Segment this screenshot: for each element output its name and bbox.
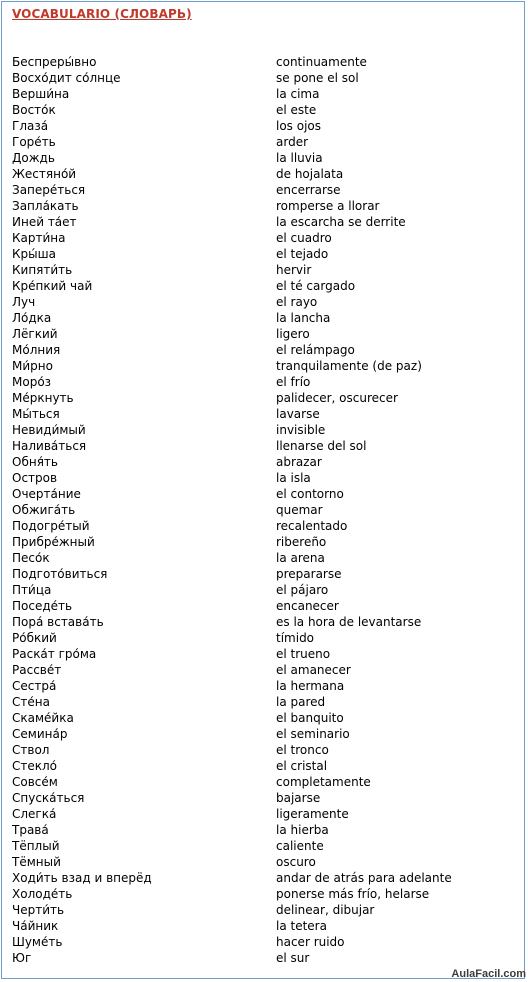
spanish-translation: el frío [276,375,311,389]
russian-term: Ме́ркнуть [12,391,74,405]
vocab-row [12,870,518,886]
spanish-translation: completamente [276,775,371,789]
russian-term: Шуме́ть [12,935,63,949]
vocabulary-list [12,54,518,966]
russian-term: Ча́йник [12,919,59,933]
spanish-translation: la cima [276,87,320,101]
vocab-row [12,854,518,870]
spanish-translation: encerrarse [276,183,341,197]
spanish-translation: palidecer, oscurecer [276,391,398,405]
vocab-row [12,550,518,566]
russian-term: Тёмный [12,855,61,869]
russian-term: Ствол [12,743,50,757]
vocab-row [12,822,518,838]
vocab-row [12,790,518,806]
vocab-row [12,950,518,966]
spanish-translation: los ojos [276,119,322,133]
russian-term: Семина́р [12,727,68,741]
russian-term: Моро́з [12,375,52,389]
vocab-row [12,758,518,774]
spanish-translation: hervir [276,263,312,277]
vocab-row [12,150,518,166]
spanish-translation: arder [276,135,309,149]
spanish-translation: ligeramente [276,807,349,821]
spanish-translation: hacer ruido [276,935,345,949]
spanish-translation: romperse a llorar [276,199,380,213]
vocab-row [12,230,518,246]
vocabulary-panel [1,1,525,979]
spanish-translation: el té cargado [276,279,356,293]
russian-term: Тёплый [12,839,60,853]
russian-term: Рассве́т [12,663,62,677]
russian-term: Иней та́ет [12,215,77,229]
spanish-translation: la hierba [276,823,329,837]
russian-term: Мы́ться [12,407,60,421]
vocab-row [12,630,518,646]
spanish-translation: la arena [276,551,325,565]
russian-term: Остров [12,471,58,485]
spanish-translation: delinear, dibujar [276,903,375,917]
vocab-row [12,502,518,518]
spanish-translation: oscuro [276,855,316,869]
spanish-translation: el relámpago [276,343,355,357]
spanish-translation: caliente [276,839,324,853]
vocab-row [12,246,518,262]
vocab-row [12,918,518,934]
vocab-row [12,566,518,582]
russian-term: Обжига́ть [12,503,76,517]
spanish-translation: la hermana [276,679,345,693]
vocab-row [12,406,518,422]
russian-term: Спуска́ться [12,791,85,805]
russian-term: Восто́к [12,103,56,117]
spanish-translation: ribereño [276,535,327,549]
vocab-row [12,422,518,438]
spanish-translation: continuamente [276,55,367,69]
russian-term: Холоде́ть [12,887,73,901]
vocab-row [12,934,518,950]
vocab-row [12,438,518,454]
spanish-translation: la isla [276,471,311,485]
spanish-translation: el banquito [276,711,344,725]
spanish-translation: lavarse [276,407,320,421]
spanish-translation: el este [276,103,317,117]
russian-term: Беспреры́вно [12,55,97,69]
spanish-translation: tranquilamente (de paz) [276,359,422,373]
vocab-row [12,518,518,534]
spanish-translation: la tetera [276,919,327,933]
russian-term: Сестра́ [12,679,57,693]
spanish-translation: de hojalata [276,167,344,181]
vocab-row [12,486,518,502]
spanish-translation: ligero [276,327,310,341]
russian-term: Песо́к [12,551,50,565]
spanish-translation: recalentado [276,519,348,533]
russian-term: Подогре́тый [12,519,90,533]
vocab-row [12,742,518,758]
russian-term: Кры́ша [12,247,56,261]
vocab-row [12,102,518,118]
vocab-row [12,710,518,726]
russian-term: Запере́ться [12,183,86,197]
spanish-translation: tímido [276,631,315,645]
vocab-row [12,726,518,742]
spanish-translation: el sur [276,951,310,965]
spanish-translation: el tejado [276,247,329,261]
russian-term: Очерта́ние [12,487,81,501]
russian-term: Верши́на [12,87,70,101]
spanish-translation: el trueno [276,647,331,661]
spanish-translation: invisible [276,423,326,437]
spanish-translation: el cuadro [276,231,332,245]
vocab-row [12,646,518,662]
vocab-row [12,326,518,342]
russian-term: Пора́ встава́ть [12,615,104,629]
vocab-row [12,294,518,310]
vocab-row [12,342,518,358]
spanish-translation: la lancha [276,311,331,325]
russian-term: Налива́ться [12,439,87,453]
russian-term: Совсе́м [12,775,58,789]
spanish-translation: es la hora de levantarse [276,615,422,629]
spanish-translation: el contorno [276,487,344,501]
spanish-translation: andar de atrás para adelante [276,871,452,885]
vocab-row [12,886,518,902]
russian-term: Скаме́йка [12,711,74,725]
vocabulary-title: VOCABULARIO (СЛОВАРЬ) [12,7,192,21]
vocab-row [12,582,518,598]
russian-term: Ми́рно [12,359,53,373]
russian-term: Луч [12,295,36,309]
russian-term: Кипяти́ть [12,263,73,277]
spanish-translation: el rayo [276,295,318,309]
vocab-row [12,198,518,214]
spanish-translation: quemar [276,503,323,517]
vocab-row [12,262,518,278]
spanish-translation: el tronco [276,743,329,757]
russian-term: Ходи́ть взад и вперёд [12,871,152,885]
russian-term: Ло́дка [12,311,52,325]
vocab-row [12,182,518,198]
site-watermark: AulaFacil.com [451,968,526,980]
vocab-row [12,134,518,150]
russian-term: Трава́ [12,823,49,837]
vocab-row [12,390,518,406]
spanish-translation: el amanecer [276,663,351,677]
vocab-row [12,694,518,710]
vocab-row [12,54,518,70]
vocab-row [12,166,518,182]
spanish-translation: el pájaro [276,583,329,597]
russian-term: Кре́пкий чай [12,279,93,293]
spanish-translation: la pared [276,695,326,709]
russian-term: Обня́ть [12,455,58,469]
spanish-translation: prepararse [276,567,342,581]
vocab-row [12,598,518,614]
russian-term: Дождь [12,151,55,165]
vocab-row [12,678,518,694]
russian-term: Ро́бкий [12,631,57,645]
vocab-row [12,806,518,822]
russian-term: Невиди́мый [12,423,86,437]
spanish-translation: bajarse [276,791,321,805]
russian-term: Восхо́дит со́лнце [12,71,121,85]
vocab-row [12,614,518,630]
vocab-row [12,358,518,374]
vocab-row [12,662,518,678]
spanish-translation: se pone el sol [276,71,359,85]
russian-term: Лёгкий [12,327,58,341]
vocab-row [12,70,518,86]
russian-term: Горе́ть [12,135,56,149]
russian-term: Черти́ть [12,903,65,917]
spanish-translation: el seminario [276,727,350,741]
vocab-row [12,374,518,390]
russian-term: Пти́ца [12,583,52,597]
russian-term: Раска́т гро́ма [12,647,97,661]
russian-term: Прибре́жный [12,535,95,549]
russian-term: Поседе́ть [12,599,73,613]
spanish-translation: la lluvia [276,151,323,165]
spanish-translation: el cristal [276,759,328,773]
russian-term: Сте́на [12,695,50,709]
vocab-row [12,310,518,326]
russian-term: Мо́лния [12,343,61,357]
russian-term: Жестяно́й [12,167,77,181]
vocab-row [12,902,518,918]
vocab-row [12,534,518,550]
vocab-row [12,86,518,102]
spanish-translation: encanecer [276,599,339,613]
russian-term: Слегка́ [12,807,57,821]
russian-term: Глаза́ [12,119,49,133]
spanish-translation: la escarcha se derrite [276,215,406,229]
vocab-row [12,470,518,486]
russian-term: Подгото́виться [12,567,108,581]
vocab-row [12,838,518,854]
vocab-row [12,278,518,294]
vocab-row [12,774,518,790]
russian-term: Стекло́ [12,759,58,773]
russian-term: Запла́кать [12,199,79,213]
vocab-row [12,214,518,230]
russian-term: Юг [12,951,32,965]
vocab-row [12,454,518,470]
russian-term: Карти́на [12,231,66,245]
spanish-translation: abrazar [276,455,322,469]
vocab-row [12,118,518,134]
spanish-translation: llenarse del sol [276,439,367,453]
spanish-translation: ponerse más frío, helarse [276,887,430,901]
